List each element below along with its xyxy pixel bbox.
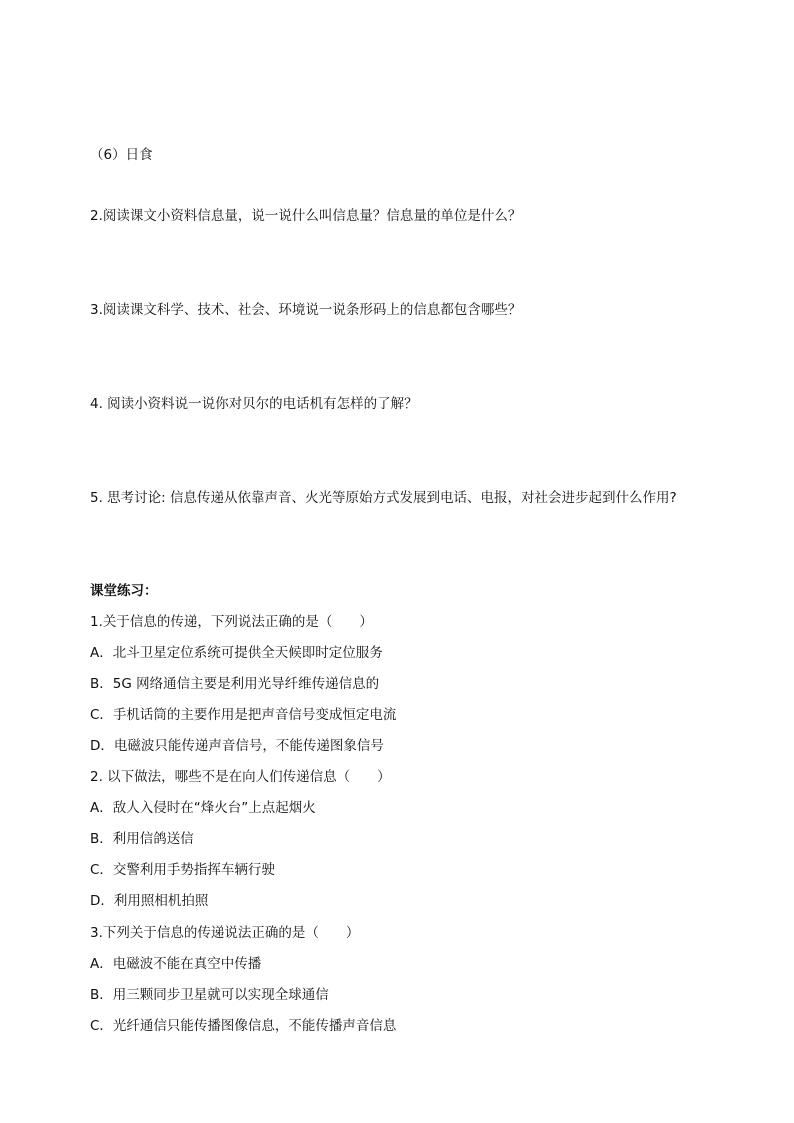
exercise-2-stem: 2. 以下做法，哪些不是在向人们传递信息（ ） (90, 769, 391, 785)
exercise-1-stem: 1.关于信息的传递，下列说法正确的是（ ） (90, 614, 373, 630)
exercise-3-option-b: B．用三颗同步卫星就可以实现全球通信 (90, 987, 329, 1003)
exercise-2-option-c: C．交警利用手势指挥车辆行驶 (90, 862, 275, 878)
exercise-1-option-d: D．电磁波只能传递声音信号，不能传递图象信号 (90, 738, 384, 754)
exercise-3-option-c: C．光纤通信只能传播图像信息，不能传播声音信息 (90, 1018, 397, 1034)
exercise-heading: 课堂练习： (90, 583, 158, 599)
exercise-1-option-a: A．北斗卫星定位系统可提供全天候即时定位服务 (90, 645, 383, 661)
exercise-2-option-d: D．利用照相机拍照 (90, 893, 209, 909)
reading-question-5: 5. 思考讨论: 信息传递从依靠声音、火光等原始方式发展到电话、电报，对社会进步起到什么作用? (90, 490, 677, 506)
previous-item-text: （6）日食 (90, 147, 153, 163)
exercise-2-option-a: A．敌人入侵时在“烽火台”上点起烟火 (90, 800, 316, 816)
exercise-3-option-a: A．电磁波不能在真空中传播 (90, 956, 262, 972)
reading-question-4: 4. 阅读小资料说一说你对贝尔的电话机有怎样的了解？ (90, 396, 418, 412)
exercise-1-option-c: C．手机话筒的主要作用是把声音信号变成恒定电流 (90, 707, 397, 723)
reading-question-2: 2.阅读课文小资料信息量，说一说什么叫信息量？信息量的单位是什么？ (90, 208, 522, 224)
exercise-3-stem: 3.下列关于信息的传递说法正确的是（ ） (90, 925, 360, 941)
exercise-1-option-b: B．5G 网络通信主要是利用光导纤维传递信息的 (90, 676, 380, 692)
reading-question-3: 3.阅读课文科学、技术、社会、环境说一说条形码上的信息都包含哪些？ (90, 302, 522, 318)
exercise-2-option-b: B．利用信鸽送信 (90, 831, 194, 847)
